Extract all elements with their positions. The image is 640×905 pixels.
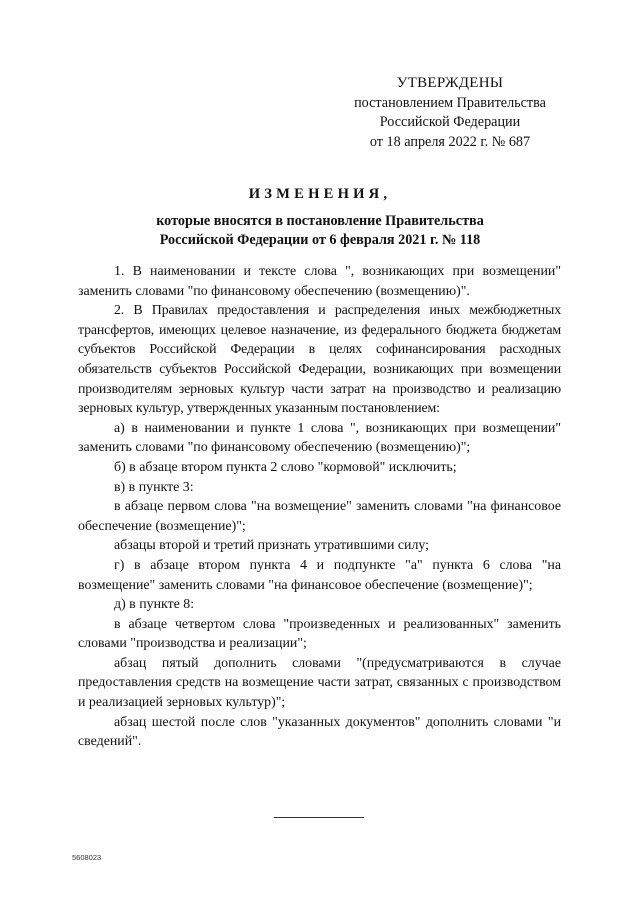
document-body [78,262,561,752]
paragraph-d-2: абзац пятый дополнить словами "(предусматриваются в случае предоставления средств на возмещение части затрат, связанных с производством и реализацией зерновых культур)"; [78,655,561,711]
paragraph-a: а) в наименовании и пункте 1 слова ", возникающих при возмещении" заменить словами "по финансовому обеспечению (возмещению)"; [78,420,561,456]
closing-divider [274,817,364,818]
paragraph-v-1: в абзаце первом слова "на возмещение" заменить словами "на финансовое обеспечение (возмещение)"; [78,499,561,534]
approval-heading: УТВЕРЖДЕНЫ [396,75,504,91]
paragraph-v: в) в пункте 3: [114,479,194,495]
document-subtitle [120,212,520,250]
subtitle-line: которые вносятся в постановление Правительства [156,213,484,229]
paragraph-d-3: абзац шестой после слов "указанных документов" дополнить словами "и сведений". [78,714,561,750]
document-number: 5608023 [72,853,102,862]
paragraph-b: б) в абзаце втором пункта 2 слово "кормовой" исключить; [114,459,457,475]
approval-date: от 18 апреля 2022 г. № 687 [369,133,531,150]
approval-stamp [330,74,570,152]
paragraph-2: 2. В Правилах предоставления и распределения иных межбюджетных трансфертов, имеющих целевое назначение, из федерального бюджета бюджетам субъектов Российской Федерации в целях софинансирования расходных обязательств субъектов Российской Федерации, возникающих при возмещении производителям зерновых культур части затрат на производство и реализацию зерновых культур, утвержденных указанным постановлением: [78,303,561,417]
approval-line: постановлением Правительства [354,94,546,111]
paragraph-d-1: в абзаце четвертом слова "произведенных и реализованных" заменить словами "производства и реализации"; [78,616,561,652]
subtitle-line: Российской Федерации от 6 февраля 2021 г. № 118 [159,232,481,248]
paragraph-g: г) в абзаце втором пункта 4 и подпункте "а" пункта 6 слова "на возмещение" заменить словами "на финансовое обеспечение (возмещение)"; [78,557,561,593]
document-title: ИЗМЕНЕНИЯ, [248,186,392,202]
paragraph-1: 1. В наименовании и тексте слова ", возникающих при возмещении" заменить словами "по финансовому обеспечению (возмещению)". [78,264,561,299]
approval-line: Российской Федерации [379,114,521,130]
paragraph-d: д) в пункте 8: [114,597,195,613]
paragraph-v-2: абзацы второй и третий признать утратившими силу; [114,538,430,554]
